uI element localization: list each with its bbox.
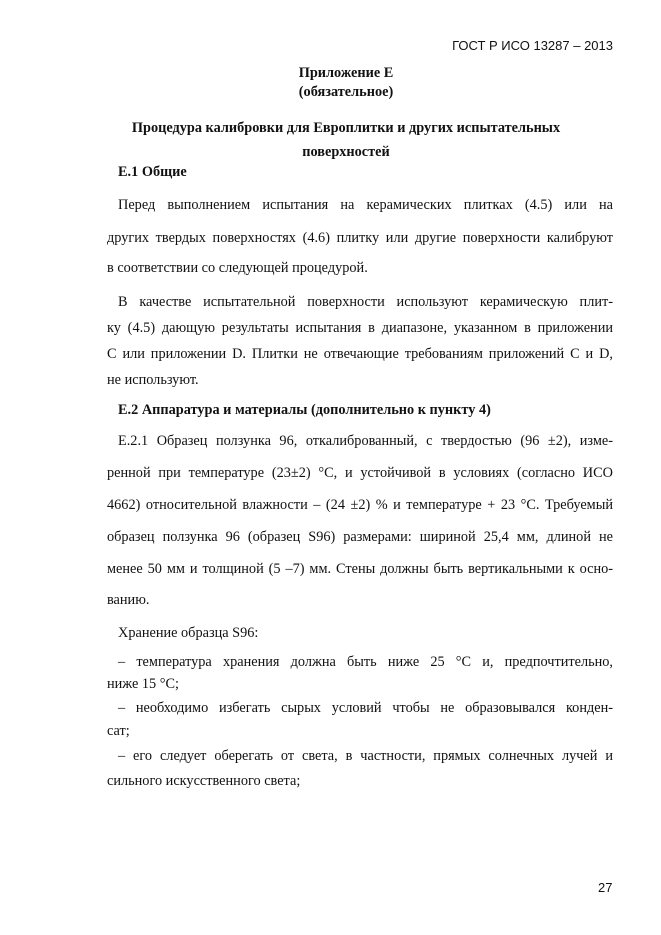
paragraph-line: Е.2.1 Образец ползунка 96, откалиброванный, с твердостью (96 ±2), изме- — [118, 433, 613, 449]
section-e1-heading: Е.1 Общие — [118, 164, 187, 180]
list-item-line: сат; — [107, 723, 130, 739]
paragraph-line: образец ползунка 96 (образец S96) размерами: шириной 25,4 мм, длиной не — [107, 529, 613, 545]
list-item-line: сильного искусственного света; — [107, 773, 301, 789]
document-header-id: ГОСТ Р ИСО 13287 – 2013 — [452, 38, 613, 53]
paragraph-line: С или приложении D. Плитки не отвечающие требованиям приложений С и D, — [107, 346, 613, 362]
paragraph-line: других твердых поверхностях (4.6) плитку или другие поверхности калибруют — [107, 230, 613, 246]
paragraph-line: в соответствии со следующей процедурой. — [107, 260, 368, 276]
paragraph-line: В качестве испытательной поверхности используют керамическую плит- — [118, 294, 613, 310]
procedure-title-line: поверхностей — [302, 144, 390, 160]
paragraph-line: Перед выполнением испытания на керамических плитках (4.5) или на — [118, 197, 613, 213]
annex-title: Приложение Е — [298, 65, 394, 81]
paragraph-line: менее 50 мм и толщиной (5 –7) мм. Стены должны быть вертикальными к осно- — [107, 561, 613, 577]
procedure-title-line: Процедура калибровки для Европлитки и других испытательных — [131, 120, 561, 136]
list-item-line: – его следует оберегать от света, в частности, прямых солнечных лучей и — [118, 748, 613, 764]
list-item-line: – температура хранения должна быть ниже 25 °С и, предпочтительно, — [118, 654, 613, 670]
page-number: 27 — [598, 880, 613, 895]
paragraph-line: не используют. — [107, 372, 199, 388]
paragraph-line: ку (4.5) дающую результаты испытания в диапазоне, указанном в приложении — [107, 320, 613, 336]
list-item-line: ниже 15 °С; — [107, 676, 180, 692]
annex-status: (обязательное) — [298, 84, 394, 100]
list-item-line: – необходимо избегать сырых условий чтобы не образовывался конден- — [118, 700, 613, 716]
paragraph-line: 4662) относительной влажности – (24 ±2) % и температуре + 23 °С. Требуемый — [107, 497, 613, 513]
section-e2-heading: Е.2 Аппаратура и материалы (дополнительно к пункту 4) — [118, 402, 491, 418]
paragraph-line: ренной при температуре (23±2) °С, и устойчивой в условиях (согласно ИСО — [107, 465, 613, 481]
storage-intro: Хранение образца S96: — [118, 625, 259, 641]
paragraph-line: ванию. — [107, 592, 150, 608]
